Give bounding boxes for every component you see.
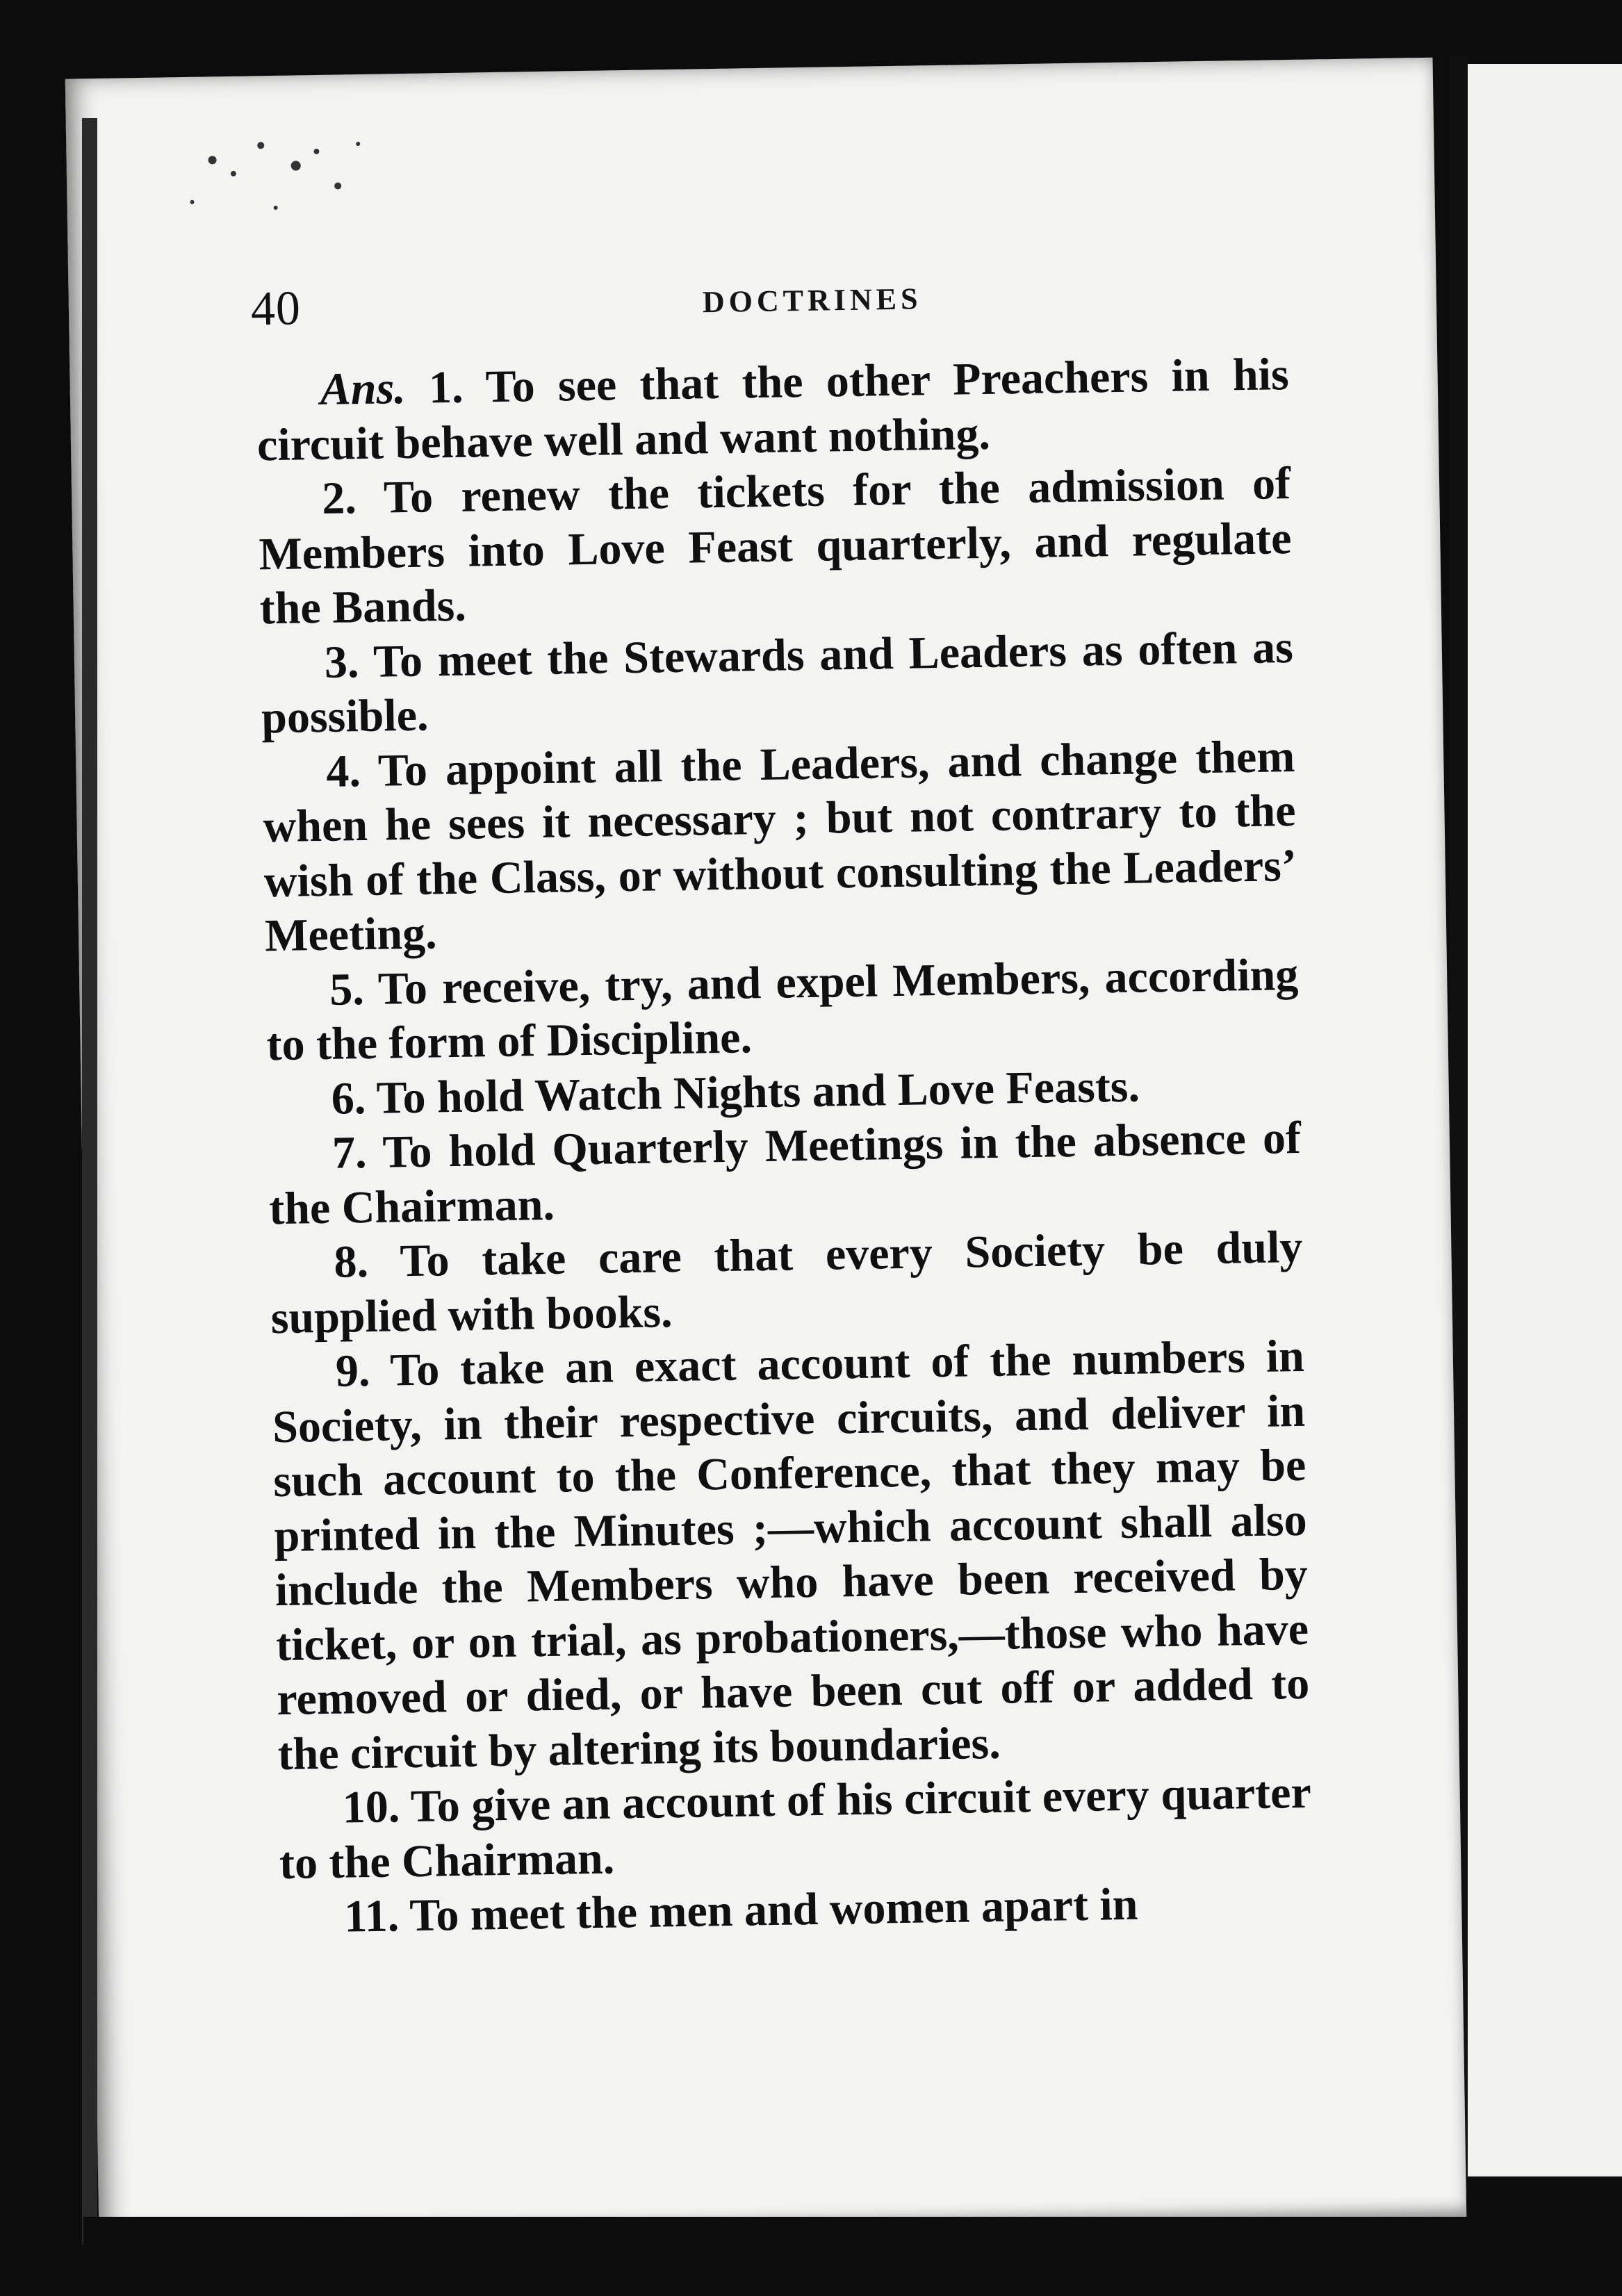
paragraph-4 <box>262 729 1298 963</box>
paragraph-text: 4. To appoint all the Leaders, and change them when he sees it necessary ; but not contrary to the wish of the Class, or without consulting the Leaders’ Meeting. <box>263 730 1297 962</box>
paragraph-5 <box>265 947 1300 1072</box>
paragraph-2 <box>258 457 1293 637</box>
paragraph-text: 8. To take care that every Society be duly supplied with books. <box>270 1221 1303 1343</box>
paragraph-text: 9. To take an exact account of the numbers in Society, in their respective circuits, and deliver in such account to the Conference, that they may be printed in the Minutes ;—which account shall also include the Members who have been received by ticket, or on trial, as probationers,—those who have removed or died, or have been cut off or added to the circuit by altering its boundaries. <box>272 1330 1310 1780</box>
paragraph-text: 6. To hold Watch Nights and Love Feasts. <box>331 1060 1140 1124</box>
book-page <box>65 58 1467 2239</box>
paragraph-text: 7. To hold Quarterly Meetings in the absence of the Chairman. <box>268 1112 1302 1234</box>
paragraph-text: 2. To renew the tickets for the admission of Members into Love Feast quarterly, and regulate the Bands. <box>258 458 1292 634</box>
body-text <box>256 347 1313 1946</box>
paragraph-text: 10. To give an account of his circuit every quarter to the Chairman. <box>279 1766 1312 1889</box>
facing-page <box>1462 64 1622 2176</box>
paragraph-9 <box>271 1329 1311 1782</box>
paragraph-10 <box>278 1766 1312 1891</box>
paragraph-3 <box>260 620 1294 745</box>
answer-label: Ans. <box>320 363 407 415</box>
paragraph-text: 5. To receive, try, and expel Members, according to the form of Discipline. <box>266 949 1299 1071</box>
paragraph-8 <box>270 1220 1304 1345</box>
paragraph-text: 1. To see that the other Preachers in his circuit behave well and want nothing. <box>256 349 1290 470</box>
paragraph-7 <box>268 1111 1302 1236</box>
paragraph-text: 3. To meet the Stewards and Leaders as often as possible. <box>261 621 1294 744</box>
paragraph-text: 11. To meet the men and women apart in <box>343 1878 1138 1942</box>
scan-border <box>83 2217 1622 2296</box>
paragraph-1 <box>256 347 1290 473</box>
foxing-stains <box>107 101 402 287</box>
page-edge-shadow <box>82 118 97 2245</box>
page-number: 40 <box>250 281 302 336</box>
running-head: DOCTRINES <box>702 281 922 320</box>
